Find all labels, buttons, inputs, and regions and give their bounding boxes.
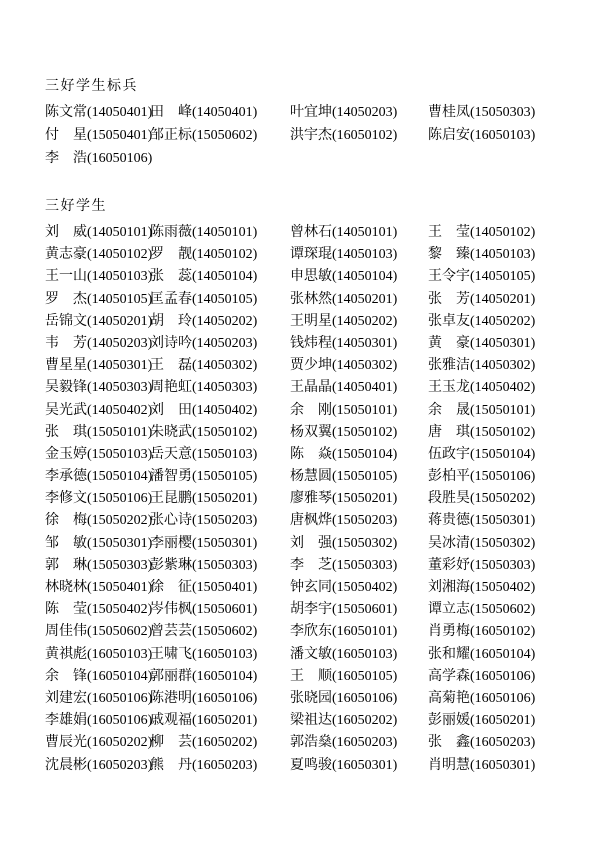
student-entry: 杨慧圆(15050105): [290, 469, 398, 485]
student-entry: 张雅洁(14050302): [428, 358, 536, 374]
student-entry: 郭丽群(16050104): [150, 668, 258, 684]
student-entry: 曾芸芸(15050602): [150, 624, 258, 640]
student-entry: 刘 强(15050302): [290, 535, 398, 551]
student-entry: 余 锋(16050104): [45, 668, 153, 684]
student-entry: 李 浩(16050106): [45, 151, 153, 166]
section-title-model-students: 三好学生标兵: [45, 79, 138, 94]
student-row: [45, 488, 592, 510]
student-entry: 王一山(14050103): [45, 269, 153, 285]
student-entry: 李修文(15050106): [45, 491, 153, 507]
student-entry: 伍政宇(15050104): [428, 446, 536, 462]
student-entry: 钟玄同(15050402): [290, 580, 398, 595]
student-entry: 肖明慧(16050301): [428, 757, 536, 773]
student-entry: 张晓园(16050106): [290, 690, 398, 706]
student-entry: 叶宜坤(14050203): [290, 105, 398, 120]
student-entry: 陈 莹(15050402): [45, 602, 153, 618]
student-entry: 高菊艳(16050106): [428, 690, 536, 706]
student-entry: 段胜昊(15050202): [428, 491, 536, 507]
student-entry: 申思敏(14050104): [290, 269, 398, 285]
student-entry: 黄志豪(14050102): [45, 247, 153, 263]
student-entry: 吴光武(14050402): [45, 402, 153, 418]
student-entry: 唐枫烨(15050203): [290, 513, 398, 529]
student-row: [45, 510, 592, 532]
student-entry: 戚观福(16050201): [150, 713, 258, 729]
student-entry: 郭 琳(15050303): [45, 557, 153, 573]
student-row: [45, 666, 592, 688]
student-entry: 胡 玲(14050202): [150, 313, 258, 329]
student-row: [45, 311, 592, 333]
student-row: [45, 732, 592, 754]
student-row: [45, 355, 592, 377]
student-entry: 张 蕊(14050104): [150, 269, 258, 285]
student-entry: 杨双翼(15050102): [290, 424, 398, 440]
student-row: [45, 644, 592, 666]
student-entry: 柳 芸(16050202): [150, 735, 258, 751]
student-row: [45, 466, 592, 488]
student-entry: 廖雅琴(15050201): [290, 491, 398, 507]
student-entry: 张和耀(16050104): [428, 646, 536, 662]
student-entry: 王 顺(16050105): [290, 668, 398, 684]
student-entry: 谭琛琨(14050103): [290, 247, 398, 263]
student-entry: 王玉龙(14050402): [428, 380, 536, 396]
student-row: [45, 244, 592, 266]
student-row: [45, 377, 592, 399]
student-row: [45, 444, 592, 466]
student-row: [45, 289, 592, 311]
student-entry: 岳天意(15050103): [150, 446, 258, 462]
student-row: [45, 577, 592, 599]
student-entry: 黎 臻(14050103): [428, 247, 536, 263]
student-entry: 董彩妤(15050303): [428, 557, 536, 573]
student-row: [45, 124, 592, 147]
student-entry: 洪宇杰(16050102): [290, 128, 398, 143]
student-entry: 邹正标(15050602): [150, 128, 258, 143]
student-entry: 岑伟枫(15050601): [150, 602, 258, 618]
student-entry: 王 磊(14050302): [150, 358, 258, 374]
student-entry: 刘诗吟(14050203): [150, 335, 258, 351]
student-entry: 田 峰(14050401): [150, 105, 258, 120]
student-entry: 郭浩燊(16050203): [290, 735, 398, 751]
student-entry: 岳锦文(14050201): [45, 313, 153, 329]
student-entry: 王明星(14050202): [290, 313, 398, 329]
student-entry: 曾林石(14050101): [290, 225, 398, 240]
student-entry: 王 莹(14050102): [428, 225, 536, 240]
student-entry: 刘 田(14050402): [150, 402, 258, 418]
student-entry: 刘 威(14050101): [45, 225, 153, 240]
student-row: [45, 400, 592, 422]
student-entry: 谭立志(15050602): [428, 602, 536, 618]
student-entry: 徐 征(15050401): [150, 580, 258, 595]
student-row: [45, 599, 592, 621]
student-entry: 徐 梅(15050202): [45, 513, 153, 529]
student-entry: 付 星(15050401): [45, 128, 153, 143]
student-row: [45, 533, 592, 555]
student-entry: 曹星星(14050301): [45, 358, 153, 374]
student-entry: 罗 靓(14050102): [150, 247, 258, 263]
student-entry: 张 鑫(16050203): [428, 735, 536, 751]
student-entry: 余 晟(15050101): [428, 402, 536, 418]
student-entry: 韦 芳(14050203): [45, 335, 153, 351]
student-row: [45, 222, 592, 244]
student-entry: 王啸飞(16050103): [150, 646, 258, 662]
student-entry: 陈雨薇(14050101): [150, 225, 258, 240]
student-entry: 唐 琪(15050102): [428, 424, 536, 440]
student-entry: 肖勇梅(16050102): [428, 624, 536, 640]
student-entry: 李承德(15050104): [45, 469, 153, 485]
student-entry: 罗 杰(14050105): [45, 291, 153, 307]
student-entry: 王昆鹏(15050201): [150, 491, 258, 507]
student-entry: 刘湘海(15050402): [428, 580, 536, 595]
student-row: [45, 688, 592, 710]
student-entry: 钱炜程(14050301): [290, 335, 398, 351]
student-row: [45, 422, 592, 444]
student-entry: 熊 丹(16050203): [150, 757, 258, 773]
student-entry: 彭紫琳(15050303): [150, 557, 258, 573]
student-row: [45, 333, 592, 355]
student-entry: 李雄娟(16050106): [45, 713, 153, 729]
section-title-three-good-students: 三好学生: [45, 199, 107, 214]
student-entry: 邹 敏(15050301): [45, 535, 153, 551]
three-good-students-list: [45, 222, 592, 777]
student-entry: 黄 豪(14050301): [428, 335, 536, 351]
student-entry: 周艳虹(14050303): [150, 380, 258, 396]
student-entry: 匡孟春(14050105): [150, 291, 258, 307]
student-entry: 王令宇(14050105): [428, 269, 536, 285]
student-entry: 胡李宇(15050601): [290, 602, 398, 618]
student-entry: 林晓林(15050401): [45, 580, 153, 595]
student-entry: 朱晓武(15050102): [150, 424, 258, 440]
student-entry: 刘建宏(16050106): [45, 690, 153, 706]
student-entry: 蒋贵德(15050301): [428, 513, 536, 529]
student-entry: 贾少坤(14050302): [290, 358, 398, 374]
student-entry: 陈启安(16050103): [428, 128, 536, 143]
student-entry: 金玉婷(15050103): [45, 446, 153, 462]
student-row: [45, 621, 592, 643]
student-entry: 梁祖达(16050202): [290, 713, 398, 729]
student-row: [45, 710, 592, 732]
student-entry: 彭柏平(15050106): [428, 469, 536, 485]
student-entry: 潘智勇(15050105): [150, 469, 258, 485]
student-row: [45, 266, 592, 288]
student-entry: 黄祺彪(16050103): [45, 646, 153, 662]
student-entry: 王晶晶(14050401): [290, 380, 398, 396]
student-entry: 陈文常(14050401): [45, 105, 153, 120]
model-students-list: [45, 101, 592, 170]
student-entry: 张林然(14050201): [290, 291, 398, 307]
student-entry: 高学森(16050106): [428, 668, 536, 684]
student-entry: 潘文敏(16050103): [290, 646, 398, 662]
student-entry: 陈 焱(15050104): [290, 446, 398, 462]
student-entry: 曹辰光(16050202): [45, 735, 153, 751]
student-entry: 李欣东(16050101): [290, 624, 398, 640]
student-entry: 李丽樱(15050301): [150, 535, 258, 551]
student-entry: 吴毅锋(14050303): [45, 380, 153, 396]
student-entry: 周佳伟(15050602): [45, 624, 153, 640]
student-entry: 李 芝(15050303): [290, 557, 398, 573]
student-row: [45, 101, 592, 124]
student-entry: 吴冰清(15050302): [428, 535, 536, 551]
student-entry: 张心诗(15050203): [150, 513, 258, 529]
student-entry: 沈晨彬(16050203): [45, 757, 153, 773]
student-entry: 陈港明(16050106): [150, 690, 258, 706]
student-entry: 夏鸣骏(16050301): [290, 757, 398, 773]
student-entry: 彭丽媛(16050201): [428, 713, 536, 729]
student-entry: 张卓友(14050202): [428, 313, 536, 329]
student-row: [45, 555, 592, 577]
student-entry: 张 芳(14050201): [428, 291, 536, 307]
student-entry: 余 刚(15050101): [290, 402, 398, 418]
student-entry: 张 琪(15050101): [45, 424, 153, 440]
student-row: [45, 755, 592, 777]
student-row: [45, 147, 592, 170]
student-entry: 曹桂凤(15050303): [428, 105, 536, 120]
